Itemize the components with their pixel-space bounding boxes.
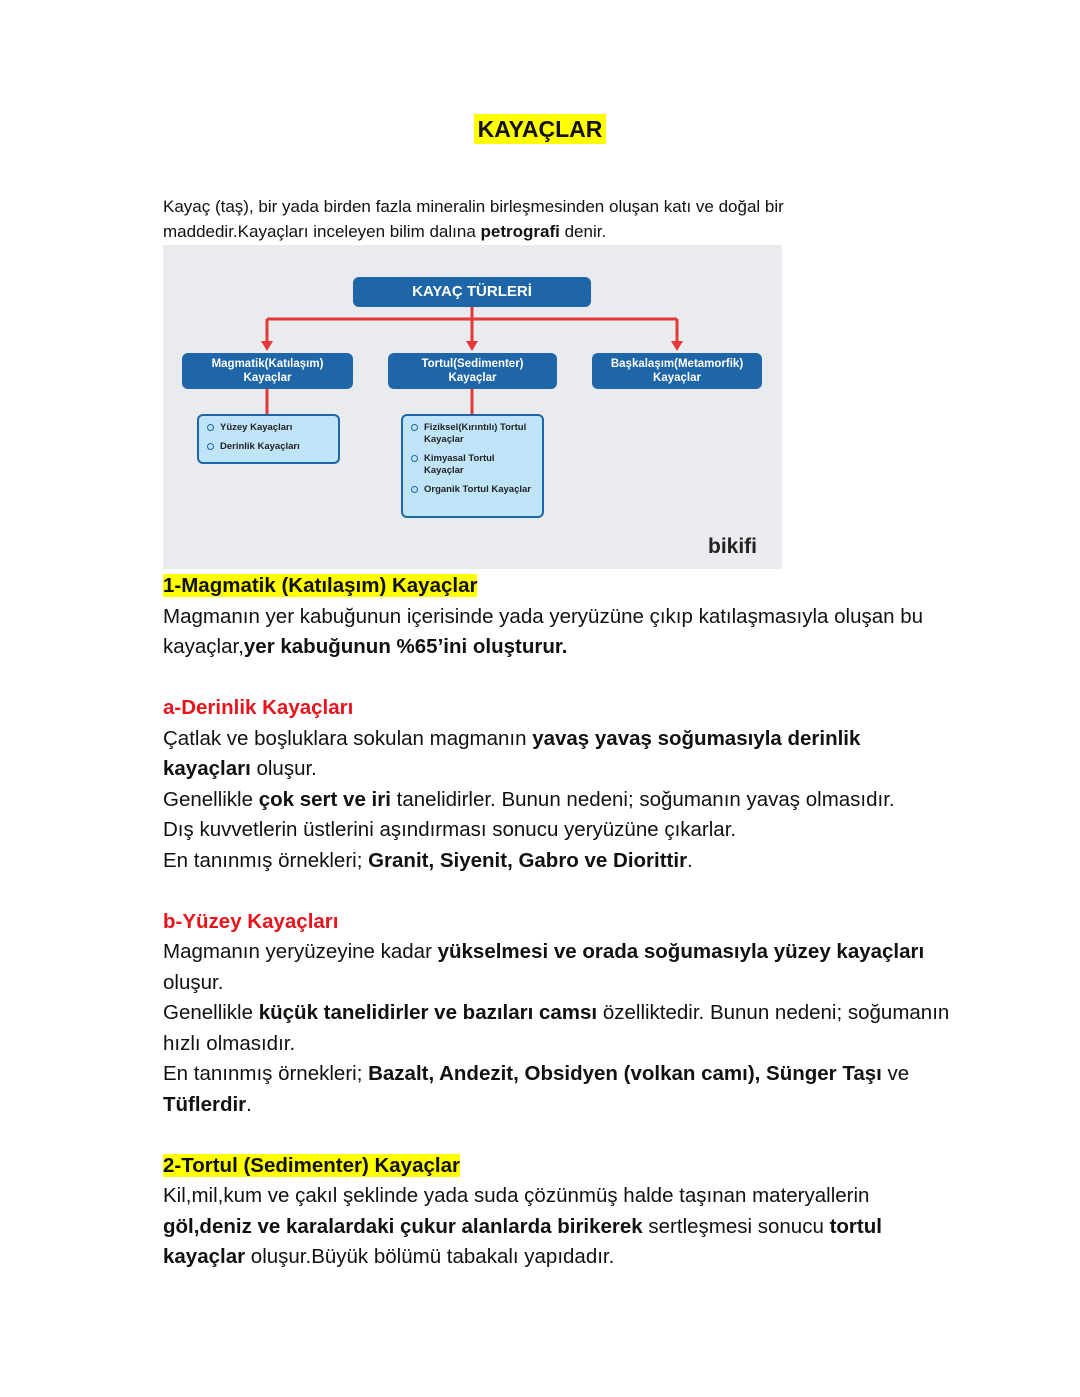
text-run: tanelidirler. Bunun nedeni; soğumanın yavaş olmasıdır. (390, 787, 895, 811)
box-tortul (388, 353, 557, 389)
bullet-icon (207, 443, 214, 450)
text-run: özelliktedir. Bunun nedeni; soğumanın hızlı olmasıdır. (163, 1001, 950, 1055)
text-run: Kil,mil,kum ve çakıl şeklinde yada suda çözünmüş halde taşınan materyallerin (163, 1184, 870, 1207)
list-magmatik (197, 414, 340, 464)
list-item (409, 422, 536, 446)
text-run: sertleşmesi sonucu (642, 1214, 830, 1238)
section-a-paragraph-4 (163, 846, 953, 877)
list-item (409, 484, 536, 496)
list-item-label: Derinlik Kayaçları (220, 441, 300, 452)
page-title-wrap (0, 116, 1080, 143)
intro-text-end: denir. (559, 222, 607, 241)
bikifi-logo: bikifi (708, 535, 758, 558)
bold-run: yer kabuğunun %65’ini oluşturur. (243, 635, 568, 658)
list-item-label: Organik Tortul Kayaçlar (424, 484, 531, 495)
section-a-paragraph-2 (163, 785, 953, 816)
document-body (163, 571, 953, 1273)
text-run: oluşur. (163, 970, 224, 994)
section-b-heading: b-Yüzey Kayaçları (163, 909, 339, 933)
section-b-paragraph-1 (163, 937, 953, 998)
text-run: Genellikle (163, 787, 259, 811)
text-run: Genellikle (163, 1001, 259, 1024)
intro-text: Kayaç (taş), bir yada birden fazla mineralin birleşmesinden oluşan katı ve doğal bir maddedir.Kayaçları inceleyen bilim dalına (163, 197, 784, 241)
list-item-label: Kimyasal Tortul Kayaçlar (424, 453, 495, 476)
section-2-heading: 2-Tortul (Sedimenter) Kayaçlar (163, 1153, 460, 1177)
bullet-icon (411, 424, 418, 431)
section-b-paragraph-2 (163, 998, 953, 1059)
arrowhead-middle (466, 341, 478, 351)
arrowhead-left (261, 341, 273, 351)
text-run: Çatlak ve boşluklara sokulan magmanın (163, 726, 533, 750)
section-2-paragraph (163, 1181, 953, 1273)
bold-run: Bazalt, Andezit, Obsidyen (volkan camı), Sünger Taşı (368, 1062, 882, 1085)
bullet-icon (207, 424, 214, 431)
text-run: Magmanın yer kabuğunun içerisinde yada yeryüzüne çıkıp katılaşmasıyla oluşan bu kayaçlar, (163, 604, 924, 658)
box-baskalasim-line1: Başkalaşım(Metamorfik) (610, 358, 744, 370)
text-run: oluşur. (250, 757, 317, 780)
bold-run: göl,deniz ve karalardaki çukur alanlarda birikerek (163, 1214, 643, 1238)
box-baskalasim-line2: Kayaçlar (653, 372, 701, 384)
box-baskalasim (592, 353, 762, 389)
rock-types-diagram (163, 245, 782, 569)
page-title: KAYAÇLAR (474, 114, 607, 144)
diagram-title: KAYAÇ TÜRLERİ (353, 277, 591, 307)
arrowhead-right (671, 341, 683, 351)
box-magmatik (182, 353, 353, 389)
bold-run: Tüflerdir (163, 1092, 247, 1116)
box-tortul-line2: Kayaçlar (448, 372, 497, 384)
section-b-paragraph-3 (163, 1059, 953, 1120)
section-1-paragraph (163, 602, 953, 663)
text-run: . (687, 848, 693, 872)
bold-run: tortul kayaçlar (163, 1214, 882, 1268)
list-item (205, 422, 332, 434)
list-tortul (401, 414, 544, 518)
bullet-icon (411, 455, 418, 462)
section-1-heading: 1-Magmatik (Katılaşım) Kayaçlar (163, 574, 478, 597)
bold-run: küçük tanelidirler ve bazıları camsı (258, 1001, 598, 1024)
section-a-paragraph-1 (163, 724, 953, 785)
bold-run: Granit, Siyenit, Gabro ve Diorittir (368, 848, 688, 872)
text-run: . (246, 1092, 252, 1116)
list-item (205, 441, 332, 453)
intro-bold-term: petrografi (480, 222, 560, 241)
text-run: Magmanın yeryüzeyine kadar (163, 940, 438, 963)
list-item (409, 453, 536, 477)
section-a-paragraph-3: Dış kuvvetlerin üstlerini aşındırması sonucu yeryüzüne çıkarlar. (163, 818, 737, 841)
bold-run: yükselmesi ve orada soğumasıyla yüzey kayaçları (437, 940, 925, 963)
bold-run: yavaş yavaş soğumasıyla derinlik kayaçları (163, 726, 861, 780)
list-item-label: Fiziksel(Kırıntılı) Tortul Kayaçlar (424, 422, 527, 445)
text-run: En tanınmış örnekleri; (163, 1062, 369, 1085)
text-run: En tanınmış örnekleri; (163, 848, 369, 872)
box-magmatik-line1: Magmatik(Katılaşım) (211, 358, 324, 370)
bullet-icon (411, 486, 418, 493)
intro-paragraph (163, 194, 863, 244)
list-item-label: Yüzey Kayaçları (220, 422, 293, 433)
bold-run: çok sert ve iri (258, 787, 391, 811)
text-run: oluşur.Büyük bölümü tabakalı yapıdadır. (245, 1245, 615, 1268)
section-a-heading: a-Derinlik Kayaçları (163, 696, 354, 719)
box-tortul-line1: Tortul(Sedimenter) (421, 358, 524, 370)
text-run: ve (881, 1062, 910, 1085)
box-magmatik-line2: Kayaçlar (243, 372, 292, 384)
